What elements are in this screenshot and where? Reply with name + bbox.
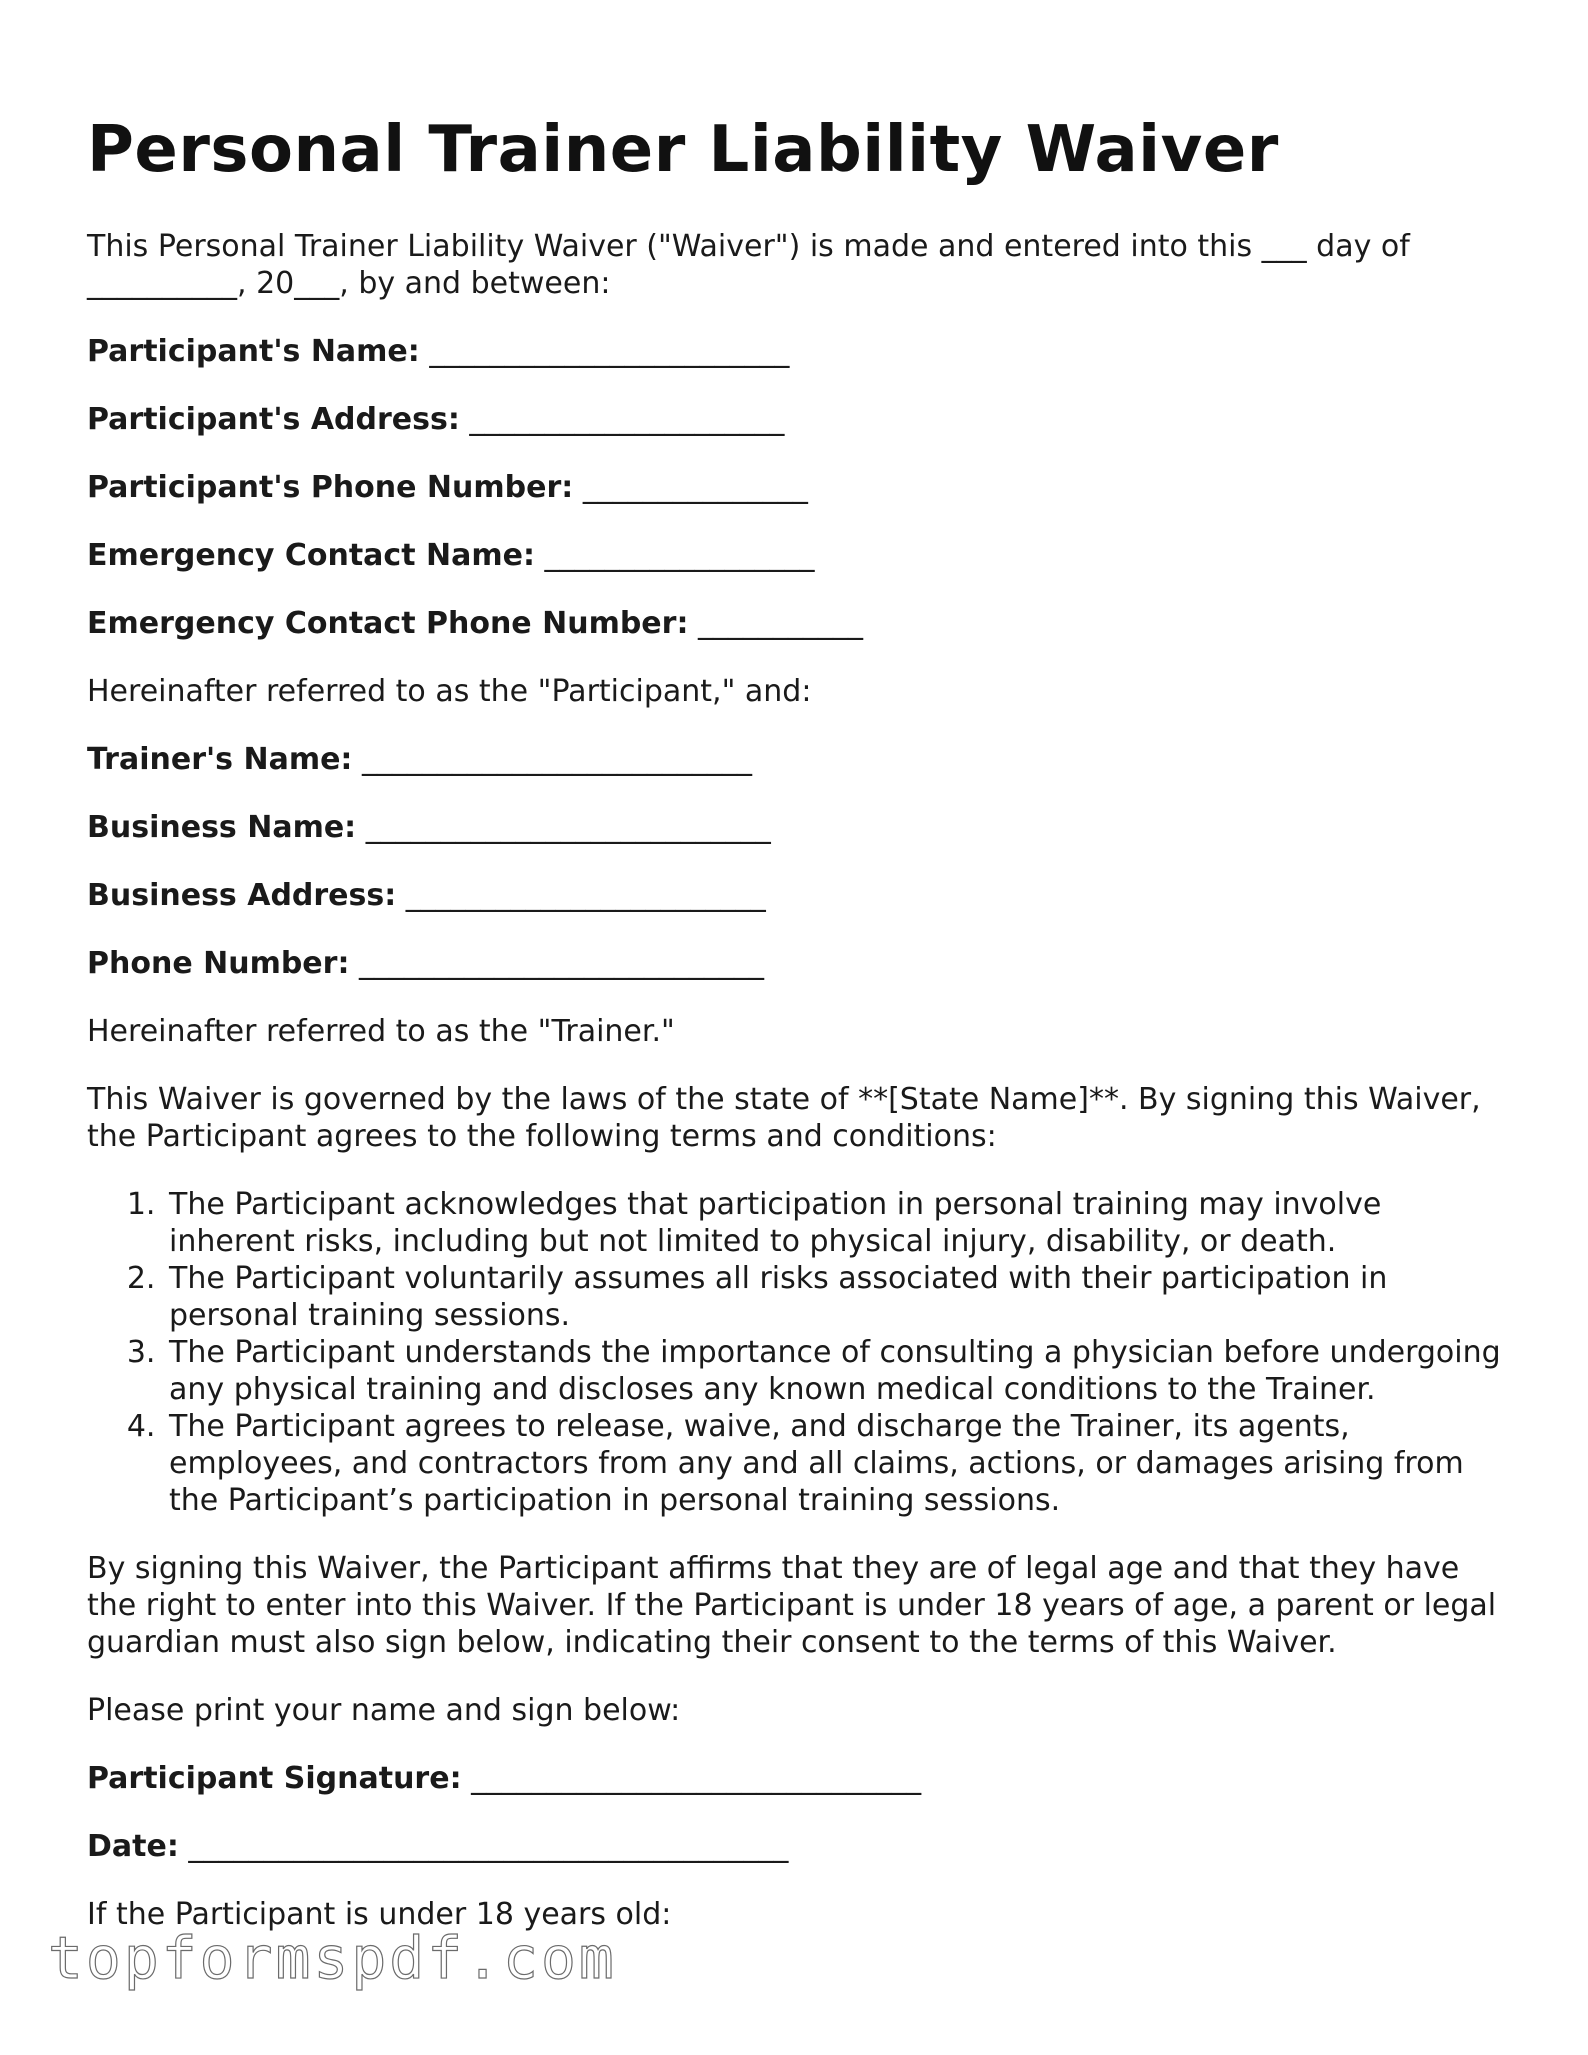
- terms-list: [87, 1186, 1507, 1519]
- affirmation-paragraph: By signing this Waiver, the Participant affirms that they are of legal age and that they have the right to enter into this Waiver. If the Participant is under 18 years of age, a parent or legal guardian must also sign below, indicating their consent to the terms of this Waiver.: [87, 1551, 1497, 1660]
- field-blank[interactable]: _______________: [582, 470, 808, 505]
- trainer-reference: Hereinafter referred to as the "Trainer.": [87, 1014, 675, 1049]
- field-label: Business Name:: [87, 810, 357, 845]
- field-label: Phone Number:: [87, 946, 350, 981]
- field-blank[interactable]: __________________: [544, 538, 815, 573]
- field-blank[interactable]: ________________________: [405, 878, 766, 913]
- intro-paragraph: This Personal Trainer Liability Waiver ("Waiver") is made and entered into this ___ day of __________, 20___, by and between:: [87, 229, 1410, 301]
- field-blank[interactable]: __________________________: [361, 742, 752, 777]
- document-body: [87, 228, 1507, 1964]
- field-blank[interactable]: ___________________________: [365, 810, 771, 845]
- trainer-name-field[interactable]: [87, 741, 1507, 778]
- field-blank[interactable]: ________________________: [429, 334, 790, 369]
- business-name-field[interactable]: [87, 809, 1507, 846]
- participant-phone-field[interactable]: [87, 469, 1507, 506]
- field-blank[interactable]: ______________________________: [471, 1761, 922, 1796]
- emergency-contact-name-field[interactable]: [87, 537, 1507, 574]
- field-label: Participant's Address:: [87, 402, 460, 437]
- participant-address-field[interactable]: [87, 401, 1507, 438]
- field-blank[interactable]: ________________________________________: [188, 1829, 789, 1864]
- field-label: Emergency Contact Phone Number:: [87, 606, 689, 641]
- field-blank[interactable]: _____________________: [469, 402, 785, 437]
- participant-reference: Hereinafter referred to as the "Participant," and:: [87, 674, 812, 709]
- governing-law-paragraph: This Waiver is governed by the laws of the state of **[State Name]**. By signing this Waiver, the Participant agrees to the following terms and conditions:: [87, 1082, 1481, 1154]
- term-item: 2. The Participant voluntarily assumes all risks associated with their participation in personal training sessions.: [165, 1260, 1507, 1334]
- participant-name-field[interactable]: [87, 333, 1507, 370]
- field-blank[interactable]: ___________________________: [359, 946, 764, 981]
- field-label: Trainer's Name:: [87, 742, 353, 777]
- term-item: 3. The Participant understands the importance of consulting a physician before undergoing any physical training and discloses any known medical conditions to the Trainer.: [165, 1334, 1507, 1408]
- watermark-logo: topformspdf.com: [48, 1924, 617, 1992]
- date-field[interactable]: [87, 1828, 1507, 1865]
- document-title: Personal Trainer Liability Waiver: [87, 113, 1279, 187]
- minor-note: If the Participant is under 18 years old:: [87, 1897, 672, 1932]
- print-instruction: Please print your name and sign below:: [87, 1693, 681, 1728]
- emergency-contact-phone-field[interactable]: [87, 605, 1507, 642]
- field-label: Date:: [87, 1829, 179, 1864]
- field-label: Participant's Phone Number:: [87, 470, 574, 505]
- term-item: 1. The Participant acknowledges that participation in personal training may involve inherent risks, including but not limited to physical injury, disability, or death.: [165, 1186, 1507, 1260]
- term-item: 4. The Participant agrees to release, waive, and discharge the Trainer, its agents, employees, and contractors from any and all claims, actions, or damages arising from the Participant’s participation in personal training sessions.: [165, 1408, 1507, 1519]
- field-label: Participant's Name:: [87, 334, 420, 369]
- field-label: Business Address:: [87, 878, 397, 913]
- field-blank[interactable]: ___________: [697, 606, 863, 641]
- field-label: Participant Signature:: [87, 1761, 462, 1796]
- field-label: Emergency Contact Name:: [87, 538, 535, 573]
- participant-signature-field[interactable]: [87, 1760, 1507, 1797]
- trainer-phone-field[interactable]: [87, 945, 1507, 982]
- business-address-field[interactable]: [87, 877, 1507, 914]
